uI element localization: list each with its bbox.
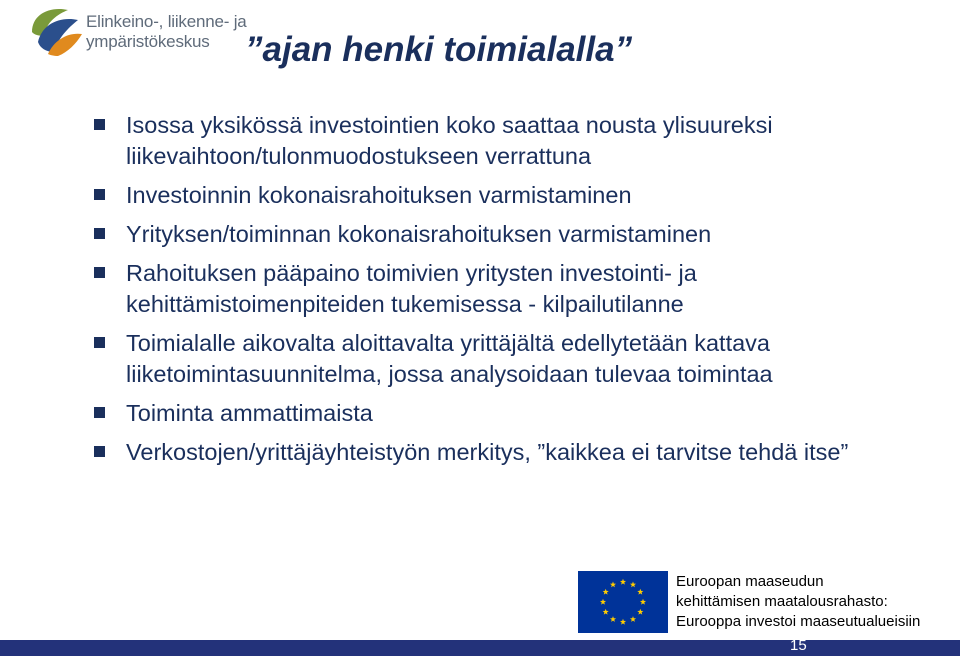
bullet-item — [94, 437, 914, 468]
bullet-text: Rahoituksen pääpaino toimivien yritysten investointi- ja kehittämistoimenpiteiden tukemisessa - kilpailutilanne — [126, 260, 697, 317]
bullet-list — [94, 110, 914, 476]
ely-leaf-icon — [28, 2, 84, 58]
eu-funding-text — [676, 572, 920, 632]
logo-text — [86, 12, 247, 52]
bullet-item — [94, 219, 914, 250]
bullet-text: Toiminta ammattimaista — [126, 400, 373, 426]
square-bullet-icon — [94, 119, 105, 130]
bullet-text: Verkostojen/yrittäjäyhteistyön merkitys, ”kaikkea ei tarvitse tehdä itse” — [126, 439, 849, 465]
bullet-item — [94, 110, 914, 172]
logo-line-1: Elinkeino-, liikenne- ja — [86, 12, 247, 31]
bullet-text: Investoinnin kokonaisrahoituksen varmistaminen — [126, 182, 632, 208]
eu-line-2: kehittämisen maatalousrahasto: — [676, 593, 888, 610]
bullet-item — [94, 328, 914, 390]
bottom-bar — [0, 640, 960, 656]
bullet-item — [94, 258, 914, 320]
square-bullet-icon — [94, 228, 105, 239]
bullet-item — [94, 180, 914, 211]
bullet-item — [94, 398, 914, 429]
square-bullet-icon — [94, 337, 105, 348]
eu-line-1: Euroopan maaseudun — [676, 573, 824, 590]
logo-line-2: ympäristökeskus — [86, 32, 210, 51]
slide-title: ”ajan henki toimialalla” — [245, 30, 633, 69]
eu-line-3: Eurooppa investoi maaseutualueisiin — [676, 613, 921, 630]
square-bullet-icon — [94, 407, 105, 418]
bullet-text: Isossa yksikössä investointien koko saattaa nousta ylisuureksi liikevaihtoon/tulonmuodostukseen verrattuna — [126, 112, 773, 169]
page-number: 15 — [790, 637, 807, 654]
bullet-text: Yrityksen/toiminnan kokonaisrahoituksen varmistaminen — [126, 221, 712, 247]
square-bullet-icon — [94, 446, 105, 457]
ely-logo — [28, 2, 258, 62]
square-bullet-icon — [94, 189, 105, 200]
square-bullet-icon — [94, 267, 105, 278]
bullet-text: Toimialalle aikovalta aloittavalta yrittäjältä edellytetään kattava liiketoimintasuunnitelma, jossa analysoidaan tulevaa toimintaa — [126, 330, 773, 387]
eu-flag-icon — [578, 571, 668, 633]
